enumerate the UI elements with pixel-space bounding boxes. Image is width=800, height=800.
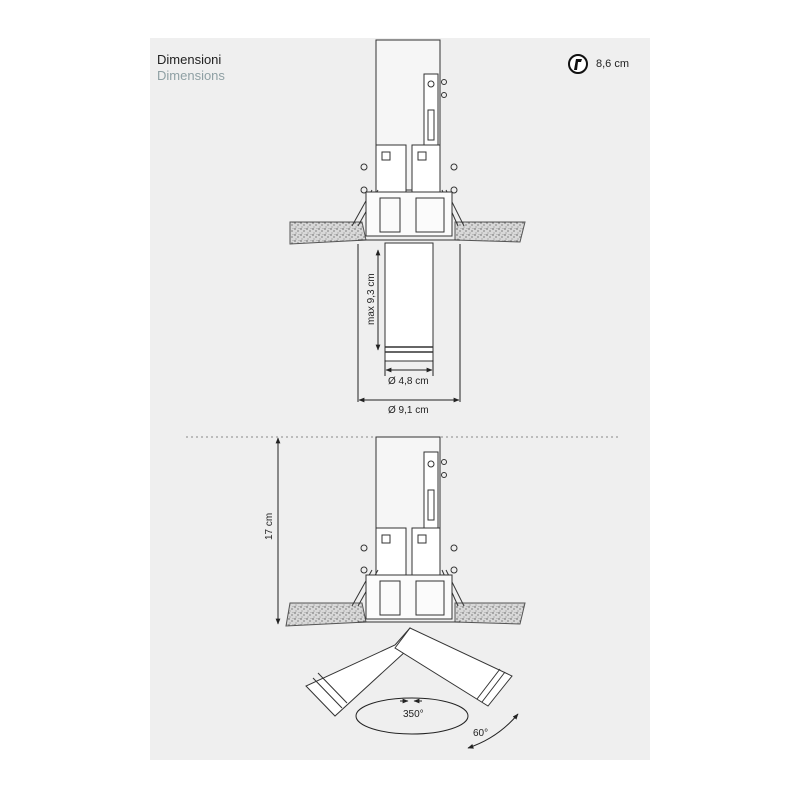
tilted-tube-right bbox=[395, 628, 512, 706]
ceiling-slab-right-2 bbox=[455, 603, 525, 624]
cutout-hole-icon bbox=[569, 55, 587, 73]
ceiling-slab-left bbox=[290, 222, 366, 244]
height-label: 17 cm bbox=[264, 512, 275, 540]
inner-diameter-label: Ø 4,8 cm bbox=[388, 376, 429, 387]
fixture-bottom-view bbox=[286, 437, 525, 716]
max-depth-label: max 9,3 cm bbox=[366, 273, 377, 325]
tilt-label: 60° bbox=[473, 728, 489, 739]
rotation-label: 350° bbox=[403, 709, 424, 720]
ceiling-slab-left-2 bbox=[286, 603, 366, 626]
fixture-top-view bbox=[290, 40, 525, 361]
cutout-size-label: 8,6 cm bbox=[596, 58, 630, 70]
outer-diameter-label: Ø 9,1 cm bbox=[388, 405, 429, 416]
page-subtitle: Dimensions bbox=[157, 68, 225, 83]
ceiling-slab-right bbox=[455, 222, 525, 242]
page-title: Dimensioni bbox=[157, 52, 222, 67]
